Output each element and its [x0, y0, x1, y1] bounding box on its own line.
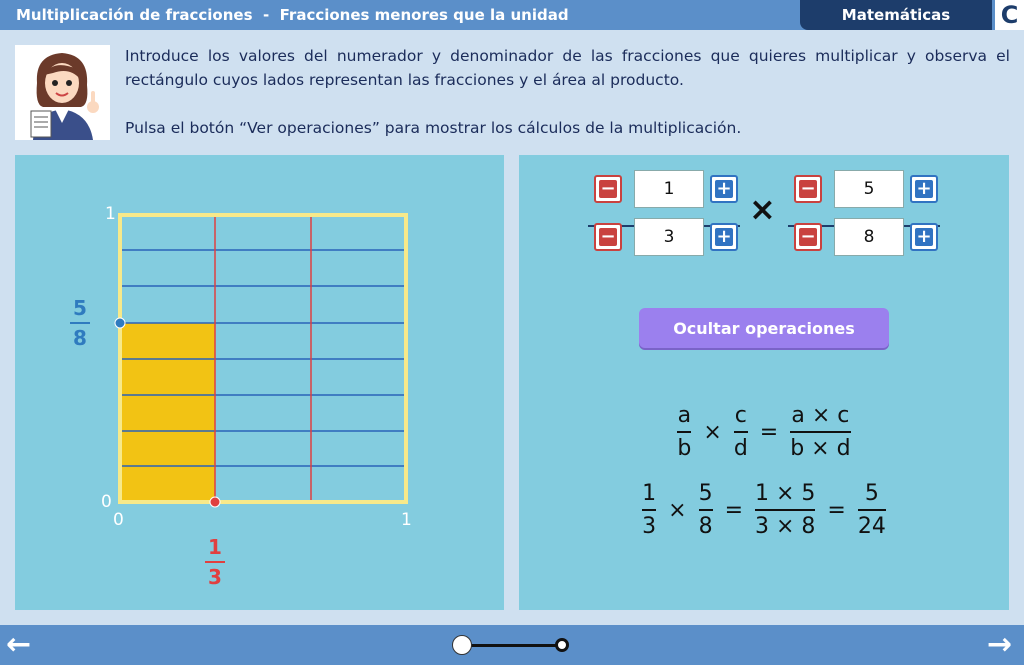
equals-sign: =	[724, 497, 743, 523]
general-formula	[519, 403, 1009, 461]
fraction1-denominator-plus-button[interactable]	[710, 223, 738, 251]
calc-n1: 1	[642, 481, 657, 506]
y-axis-bottom-label: 0	[101, 492, 112, 512]
calc-product-denominator: 3 × 8	[755, 514, 816, 539]
fraction1-numerator-input[interactable]: 1	[634, 170, 704, 208]
fraction-bar	[858, 509, 886, 511]
horizontal-fraction-numerator: 1	[208, 535, 222, 559]
fraction2-numerator-plus-button[interactable]	[910, 175, 938, 203]
calc-fraction-1	[642, 481, 656, 539]
prev-arrow-icon[interactable]: ←	[6, 627, 32, 662]
minus-icon: −	[800, 178, 816, 199]
fraction2-denominator-input[interactable]: 8	[834, 218, 904, 256]
fraction2-numerator-minus-button[interactable]	[794, 175, 822, 203]
calc-result-denominator: 24	[857, 514, 886, 539]
formula-a: a	[677, 403, 692, 428]
fraction2-denominator-plus-button[interactable]	[910, 223, 938, 251]
equals-sign: =	[827, 497, 846, 523]
vertical-fraction-label	[67, 296, 93, 350]
vertical-fraction-numerator: 5	[73, 296, 87, 320]
area-model-panel	[15, 155, 504, 610]
calc-n2: 5	[698, 481, 713, 506]
vertical-fraction-denominator: 8	[73, 326, 87, 350]
fraction2-denominator-row	[794, 218, 944, 254]
fraction-bar	[790, 431, 850, 433]
vertical-fraction-marker	[115, 318, 125, 328]
product-area	[120, 323, 215, 502]
instructions-paragraph-2: Pulsa el botón “Ver operaciones” para mostrar los cálculos de la multiplicación.	[125, 119, 742, 137]
minus-icon: −	[600, 178, 616, 199]
fraction1-numerator-minus-button[interactable]	[594, 175, 622, 203]
fraction1-numerator-plus-button[interactable]	[710, 175, 738, 203]
calc-result-fraction	[858, 481, 886, 539]
fraction-bar	[734, 431, 748, 433]
formula-b: b	[677, 436, 692, 461]
instructions-paragraph-1: Introduce los valores del numerador y denominador de las fracciones que quieres multiplicar y observa el rectángulo cuyos lados representan las fracciones y el área al producto.	[125, 47, 1010, 89]
progress-track	[462, 644, 562, 647]
calc-d2: 8	[698, 514, 713, 539]
header-bar	[0, 0, 1024, 30]
area-model-grid	[15, 155, 504, 610]
multiply-sign: ×	[749, 190, 776, 228]
formula-c: c	[734, 403, 747, 428]
formula-product-numerator: a × c	[791, 403, 850, 428]
equals-sign: =	[759, 419, 779, 445]
calc-fraction-2	[699, 481, 713, 539]
formula-product-denominator: b × d	[790, 436, 851, 461]
calc-product-numerator: 1 × 5	[755, 481, 816, 506]
fraction-bar	[755, 509, 815, 511]
plus-icon: +	[916, 226, 932, 247]
fraction2-numerator-input[interactable]: 5	[834, 170, 904, 208]
teacher-avatar	[15, 45, 110, 140]
calc-d1: 3	[642, 514, 657, 539]
formula-d: d	[733, 436, 748, 461]
horizontal-fraction-label	[202, 535, 228, 589]
formula-fraction-ab	[677, 403, 691, 461]
horizontal-fraction-marker	[210, 497, 220, 507]
teacher-illustration-icon	[15, 45, 110, 140]
fraction1-denominator-row	[594, 218, 744, 254]
fraction1-numerator-row	[594, 170, 744, 206]
next-arrow-icon[interactable]: →	[987, 627, 1013, 662]
calc-result-numerator: 5	[864, 481, 879, 506]
subject-tab[interactable]: Matemáticas	[800, 0, 992, 30]
x-axis-right-label: 1	[401, 510, 412, 530]
fraction2-numerator-row	[794, 170, 944, 206]
minus-icon: −	[600, 226, 616, 247]
plus-icon: +	[716, 178, 732, 199]
fraction-bar	[677, 431, 691, 433]
toggle-operations-button[interactable]: Ocultar operaciones	[639, 308, 889, 348]
page-title: Multiplicación de fracciones - Fracciones menores que la unidad	[16, 6, 569, 24]
progress-end-marker[interactable]	[555, 638, 569, 652]
specific-calculation	[519, 481, 1009, 539]
fraction2-denominator-minus-button[interactable]	[794, 223, 822, 251]
vertical-fraction-bar	[70, 322, 90, 324]
logo-icon: C	[995, 0, 1024, 30]
calc-product-fraction	[755, 481, 815, 539]
horizontal-fraction-denominator: 3	[208, 565, 222, 589]
minus-icon: −	[800, 226, 816, 247]
x-axis-left-label: 0	[113, 510, 124, 530]
instructions	[125, 44, 1010, 140]
times-sign: ×	[668, 497, 687, 523]
times-sign: ×	[703, 419, 722, 445]
formula-product-fraction	[790, 403, 850, 461]
fraction1-denominator-input[interactable]: 3	[634, 218, 704, 256]
y-axis-top-label: 1	[105, 204, 116, 224]
fraction1-denominator-minus-button[interactable]	[594, 223, 622, 251]
plus-icon: +	[716, 226, 732, 247]
fraction-bar	[699, 509, 713, 511]
plus-icon: +	[916, 178, 932, 199]
formula-fraction-cd	[734, 403, 748, 461]
footer-bar	[0, 625, 1024, 665]
horizontal-fraction-bar	[205, 561, 225, 563]
fraction-bar	[642, 509, 656, 511]
operations-panel	[519, 155, 1009, 610]
progress-current-knob[interactable]	[452, 635, 472, 655]
